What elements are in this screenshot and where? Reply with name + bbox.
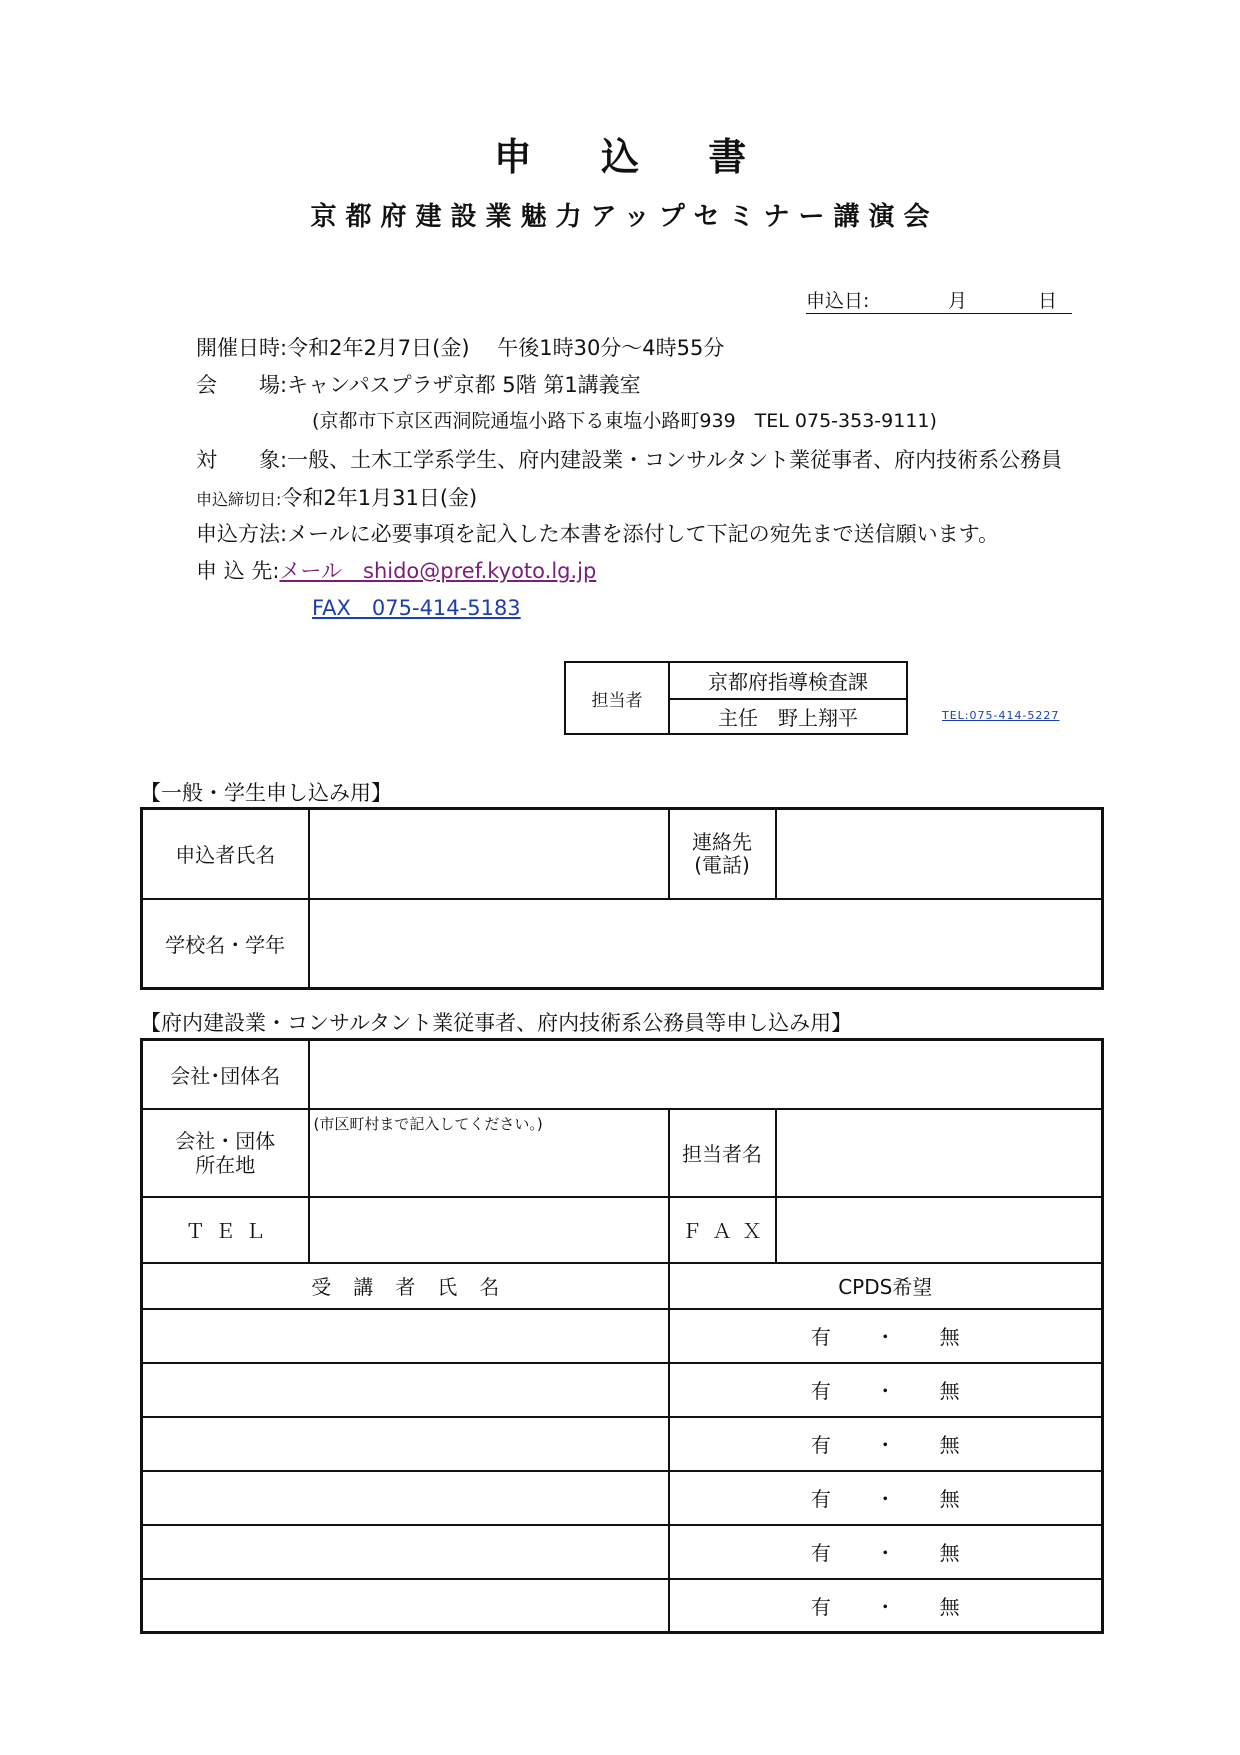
applicant-name-field[interactable] xyxy=(309,809,669,899)
fax-label: ＦＡＸ xyxy=(669,1197,776,1263)
person-in-charge-label: 担当者名 xyxy=(669,1109,776,1197)
cpds-no[interactable]: 無 xyxy=(939,1594,960,1619)
cpds-yes[interactable]: 有 xyxy=(810,1541,831,1565)
school-grade-field[interactable] xyxy=(309,899,1103,989)
method-value: メールに必要事項を記入した本書を添付して下記の宛先まで送信願います。 xyxy=(287,522,999,546)
event-date-value: 令和2年2月7日(金) 午後1時30分～4時55分 xyxy=(287,336,725,360)
student-form-table xyxy=(140,807,1104,990)
attendee-name-field[interactable] xyxy=(142,1525,669,1579)
company-address-label-2: 所在地 xyxy=(195,1152,256,1177)
contact-tel-link[interactable]: TEL:075-414-5227 xyxy=(942,709,1060,722)
cpds-yes[interactable]: 有 xyxy=(810,1325,831,1349)
attendee-row xyxy=(142,1363,1103,1417)
destination-row xyxy=(196,555,596,585)
mail-link[interactable]: メール shido@pref.kyoto.lg.jp xyxy=(279,559,597,583)
deadline-label: 申込締切日: xyxy=(196,490,282,509)
application-date-day: 日 xyxy=(1038,290,1058,312)
page-title: 申 込 書 xyxy=(493,135,775,179)
target-label: 対 象: xyxy=(196,448,288,472)
attendee-name-field[interactable] xyxy=(142,1309,669,1363)
contact-box xyxy=(564,661,908,735)
attendee-name-field[interactable] xyxy=(142,1579,669,1633)
tel-field[interactable] xyxy=(309,1197,669,1263)
company-address-field[interactable] xyxy=(309,1109,669,1197)
destination-label: 申 込 先: xyxy=(196,559,280,583)
application-date-label: 申込日: xyxy=(806,290,870,312)
seminar-title: 京都府建設業魅力アップセミナー講演会 xyxy=(310,202,939,232)
company-address-label-1: 会社・団体 xyxy=(175,1128,276,1153)
venue-address: (京都市下京区西洞院通塩小路下る東塩小路町939 TEL 075-353-9111) xyxy=(312,410,937,432)
cpds-no[interactable]: 無 xyxy=(939,1325,960,1349)
company-address-label xyxy=(142,1109,309,1197)
attendee-row xyxy=(142,1417,1103,1471)
address-note: (市区町村まで記入してください。) xyxy=(313,1114,543,1133)
cpds-no[interactable]: 無 xyxy=(939,1379,960,1403)
target-row xyxy=(196,444,1062,474)
school-grade-label: 学校名・学年 xyxy=(142,899,309,989)
deadline-row xyxy=(196,482,477,512)
company-section-heading: 【府内建設業・コンサルタント業従事者、府内技術系公務員等申し込み用】 xyxy=(140,1011,853,1035)
cpds-choice[interactable] xyxy=(669,1417,1103,1471)
application-date-month: 月 xyxy=(948,290,968,312)
attendee-row xyxy=(142,1309,1103,1363)
venue-label: 会 場: xyxy=(196,373,288,397)
contact-department: 京都府指導検査課 xyxy=(670,663,906,700)
fax-link[interactable]: FAX 075-414-5183 xyxy=(312,596,521,620)
cpds-yes[interactable]: 有 xyxy=(810,1594,831,1619)
event-date-row xyxy=(196,332,724,362)
cpds-yes[interactable]: 有 xyxy=(810,1487,831,1511)
cpds-header: CPDS希望 xyxy=(669,1263,1103,1309)
cpds-no[interactable]: 無 xyxy=(939,1541,960,1565)
fax-row xyxy=(312,592,521,622)
cpds-separator: ・ xyxy=(875,1541,896,1565)
attendee-row xyxy=(142,1579,1103,1633)
venue-value: キャンパスプラザ京都 5階 第1講義室 xyxy=(287,373,641,397)
company-name-field[interactable] xyxy=(309,1040,1103,1109)
attendee-name-field[interactable] xyxy=(142,1417,669,1471)
cpds-choice[interactable] xyxy=(669,1363,1103,1417)
cpds-separator: ・ xyxy=(875,1433,896,1457)
method-row xyxy=(196,518,999,548)
company-name-label: 会社･団体名 xyxy=(142,1040,309,1109)
cpds-separator: ・ xyxy=(875,1487,896,1511)
attendee-name-field[interactable] xyxy=(142,1471,669,1525)
attendee-row xyxy=(142,1525,1103,1579)
contact-phone-field[interactable] xyxy=(776,809,1103,899)
contact-phone-label-1: 連絡先 xyxy=(692,829,752,854)
cpds-choice[interactable] xyxy=(669,1309,1103,1363)
cpds-yes[interactable]: 有 xyxy=(810,1379,831,1403)
company-form-table xyxy=(140,1038,1104,1634)
attendee-row xyxy=(142,1471,1103,1525)
cpds-no[interactable]: 無 xyxy=(939,1433,960,1457)
cpds-separator: ・ xyxy=(875,1594,896,1619)
contact-label: 担当者 xyxy=(566,663,670,733)
cpds-separator: ・ xyxy=(875,1325,896,1349)
attendee-name-header: 受講者氏名 xyxy=(142,1263,669,1309)
person-in-charge-field[interactable] xyxy=(776,1109,1103,1197)
contact-phone-label-2: (電話) xyxy=(694,852,750,877)
contact-person: 主任 野上翔平 xyxy=(718,706,858,730)
cpds-separator: ・ xyxy=(875,1379,896,1403)
contact-phone-label xyxy=(669,809,776,899)
method-label: 申込方法: xyxy=(196,522,288,546)
attendee-name-field[interactable] xyxy=(142,1363,669,1417)
fax-field[interactable] xyxy=(776,1197,1103,1263)
cpds-choice[interactable] xyxy=(669,1579,1103,1633)
target-value: 一般、土木工学系学生、府内建設業・コンサルタント業従事者、府内技術系公務員 xyxy=(287,448,1063,472)
application-date-line[interactable] xyxy=(806,286,1072,314)
cpds-no[interactable]: 無 xyxy=(939,1487,960,1511)
cpds-yes[interactable]: 有 xyxy=(810,1433,831,1457)
cpds-choice[interactable] xyxy=(669,1525,1103,1579)
tel-label: ＴＥＬ xyxy=(142,1197,309,1263)
student-section-heading: 【一般・学生申し込み用】 xyxy=(140,781,392,805)
applicant-name-label: 申込者氏名 xyxy=(142,809,309,899)
venue-row xyxy=(196,369,641,399)
cpds-choice[interactable] xyxy=(669,1471,1103,1525)
event-date-label: 開催日時: xyxy=(196,336,288,360)
deadline-value: 令和2年1月31日(金) xyxy=(281,486,478,510)
